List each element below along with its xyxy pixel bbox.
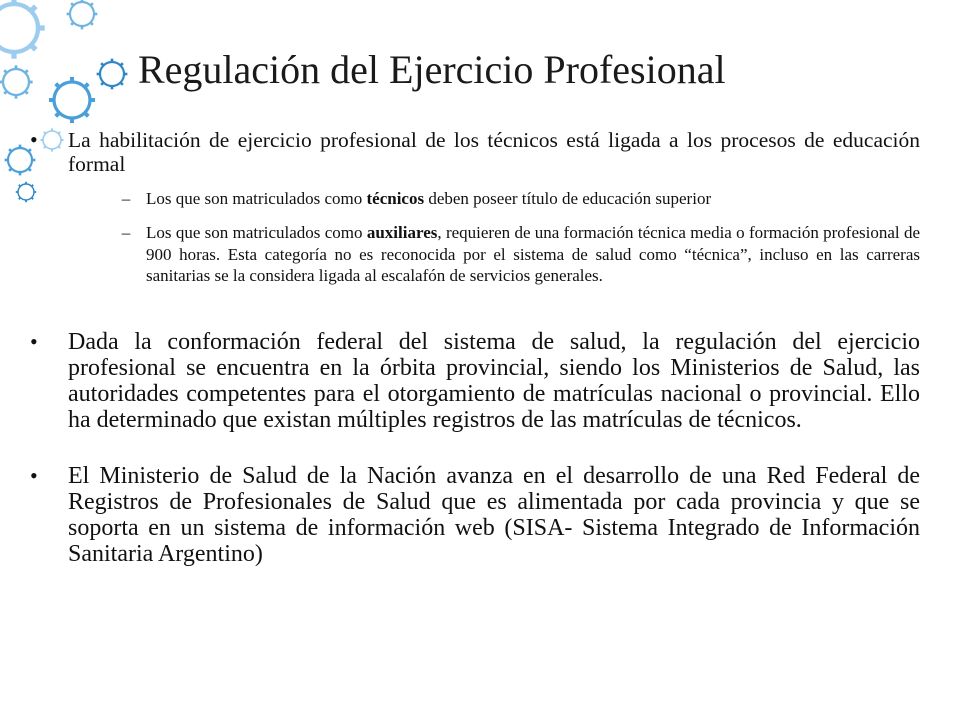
sub-text-part: , requieren de una formación técnica media o formación profesional de 900 horas. Esta categoría no es reconocida por el sistema de salud como “técnica”, incluso en las carreras sanitarias se la considera ligada al escalafón de servicios generales. [146,223,920,285]
sub-text-part: Los que son matriculados como [146,223,367,242]
bullet-item [30,329,920,433]
sub-text-bold: técnicos [366,189,425,208]
gear-icon [0,0,45,59]
sub-text-bold: auxiliares [366,223,438,242]
gear-icon [0,65,33,98]
bullet-marker: • [30,328,38,354]
sub-item [106,188,920,210]
gear-icon [97,59,128,90]
bullet-marker: • [30,462,38,488]
bullet-item [30,463,920,567]
slide-title: Regulación del Ejercicio Profesional [138,47,726,92]
bullet-text: La habilitación de ejercicio profesional de los técnicos está ligada a los procesos de educación formal [68,128,920,176]
slide-body [30,128,920,567]
bullet-marker: • [30,127,38,152]
sub-marker: – [121,223,131,242]
sub-text-part: Los que son matriculados como [146,189,367,208]
bullet-text: Dada la conformación federal del sistema de salud, la regulación del ejercicio profesional se encuentra en la órbita provincial, siendo los Ministerios de Salud, las autoridades competentes para el otorgamiento de matrículas nacional o provincial. Ello ha determinado que existan múltiples registros de las matrículas de técnicos. [68,328,920,433]
gear-icon [67,0,98,29]
gear-icon [49,77,95,123]
bullet-text: El Ministerio de Salud de la Nación avanza en el desarrollo de una Red Federal de Registros de Profesionales de Salud que es alimentada por cada provincia y que se soporta en un sistema de información web (SISA- Sistema Integrado de Información Sanitaria Argentino) [68,462,920,567]
sub-text-part: deben poseer título de educación superior [424,189,712,208]
sub-text [146,222,920,287]
sub-item [106,222,920,287]
sub-list [106,188,920,287]
bullet-item [30,128,920,299]
sub-text [146,188,920,210]
sub-marker: – [121,189,131,208]
